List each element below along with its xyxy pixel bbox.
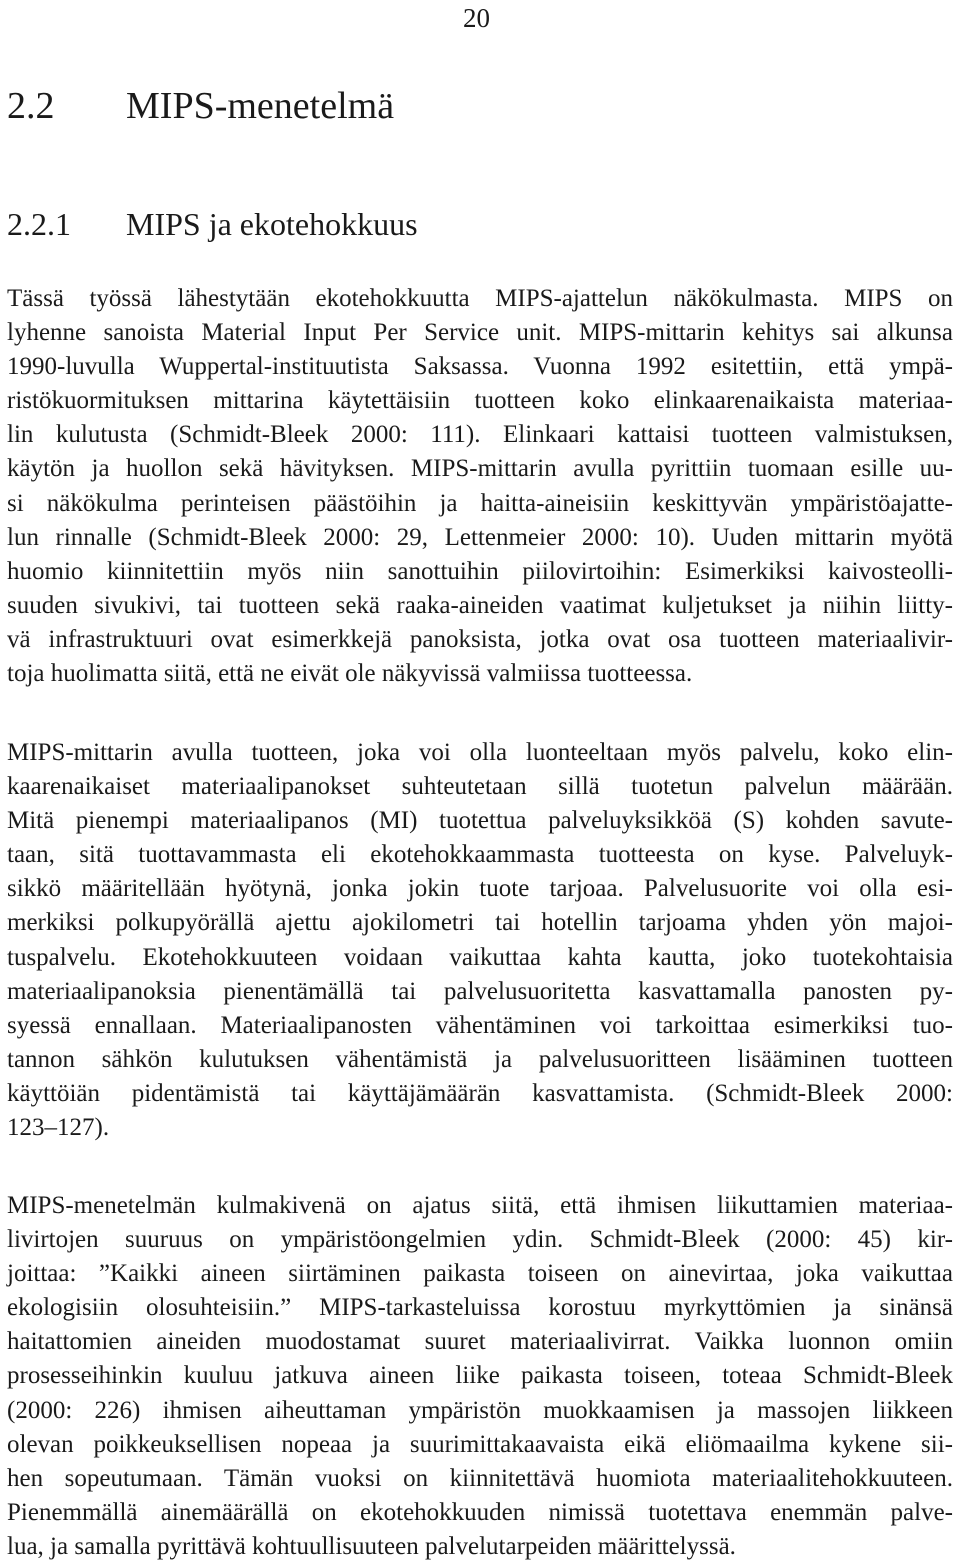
- text-line: ristökuormituksen mittarina käytettäisiin tuotteen koko elinkaarenaikaista materiaa-: [7, 387, 953, 415]
- subsection-number: 2.2.1: [7, 206, 71, 242]
- text-line: livirtojen suuruus on ympäristöongelmien ydin. Schmidt-Bleek (2000: 45) kir-: [7, 1226, 953, 1254]
- subsection-title: MIPS ja ekotehokkuus: [126, 206, 418, 242]
- text-line: hen sopeutumaan. Tämän vuoksi on kiinnitettävä huomiota materiaalitehokkuuteen.: [7, 1464, 953, 1492]
- text-line: si näkökulma perinteisen päästöihin ja haitta-aineisiin keskittyvän ympäristöajatte-: [7, 489, 953, 517]
- text-line: 123–127).: [7, 1114, 110, 1142]
- text-line: joittaa: ”Kaikki aineen siirtäminen paikasta toiseen on ainevirtaa, joka vaikuttaa: [7, 1260, 953, 1288]
- text-line: kaarenaikaiset materiaalipanokset suhteutetaan sillä tuotetun palvelun määrään.: [7, 773, 953, 801]
- text-line: 1990-luvulla Wuppertal-instituutista Saksassa. Vuonna 1992 esitettiin, että ympä-: [7, 353, 953, 381]
- text-line: toja huolimatta siitä, että ne eivät ole näkyvissä valmiissa tuotteessa.: [7, 660, 693, 688]
- text-line: käyttöiän pidentämistä tai käyttäjämäärän kasvattamista. (Schmidt-Bleek 2000:: [7, 1079, 953, 1107]
- paragraph-3: [7, 1189, 953, 1564]
- text-line: tannon sähkön kulutuksen vähentämistä ja palvelusuoritteen lisääminen tuotteen: [7, 1045, 953, 1073]
- text-line: tuspalvelu. Ekotehokkuuteen voidaan vaikuttaa kahta kautta, joko tuotekohtaisia: [7, 943, 953, 971]
- text-line: Tässä työssä lähestytään ekotehokkuutta MIPS-ajattelun näkökulmasta. MIPS on: [7, 285, 953, 312]
- text-line: (2000: 226) ihmisen aiheuttaman ympäristön muokkaamisen ja massojen liikkeen: [7, 1396, 953, 1424]
- text-line: merkiksi polkupyörällä ajettu ajokilometri tai hotellin tarjoama yhden yön majoi-: [7, 909, 953, 937]
- text-line: suuden sivukivi, tai tuotteen sekä raaka-aineiden vaatimat kuljetukset ja niihin liitty-: [7, 591, 953, 619]
- text-line: lua, ja samalla pyrittävä kohtuullisuuteen palvelutarpeiden määrittelyssä.: [7, 1532, 736, 1560]
- text-line: taan, sitä tuottavammasta eli ekotehokkaammasta tuotteesta on kyse. Palveluyk-: [7, 841, 953, 869]
- text-line: Pienemmällä ainemäärällä on ekotehokkuuden nimissä tuotettava enemmän palve-: [7, 1498, 953, 1526]
- text-line: Mitä pienempi materiaalipanos (MI) tuotettua palveluyksikköä (S) kohden savute-: [7, 807, 953, 835]
- section-number: 2.2: [7, 85, 55, 127]
- text-line: lin kulutusta (Schmidt-Bleek 2000: 111). Elinkaari kattaisi tuotteen valmistuksen,: [7, 421, 953, 449]
- text-line: materiaalipanoksia pienentämällä tai palvelusuoritetta kasvattamalla panosten py-: [7, 977, 953, 1005]
- text-line: prosesseihinkin kuuluu jatkuva aineen liike paikasta toiseen, toteaa Schmidt-Bleek: [7, 1362, 953, 1390]
- section-title: MIPS-menetelmä: [126, 85, 395, 127]
- text-line: sikkö määritellään hyötynä, jonka jokin tuote tarjoaa. Palvelusuorite voi olla esi-: [7, 875, 953, 903]
- paragraph-1: [7, 282, 953, 691]
- page-number: 20: [463, 3, 490, 33]
- text-line: lun rinnalle (Schmidt-Bleek 2000: 29, Lettenmeier 2000: 10). Uuden mittarin myötä: [7, 523, 953, 551]
- text-line: syessä ennallaan. Materiaalipanosten vähentäminen voi tarkoittaa esimerkiksi tuo-: [7, 1011, 953, 1039]
- paragraph-2: [7, 736, 953, 1145]
- text-line: MIPS-mittarin avulla tuotteen, joka voi olla luonteeltaan myös palvelu, koko elin-: [7, 739, 953, 766]
- text-line: MIPS-menetelmän kulmakivenä on ajatus siitä, että ihmisen liikuttamien materiaa-: [7, 1192, 953, 1219]
- subsection-heading: [7, 205, 418, 243]
- text-line: haitattomien aineiden muodostamat suuret materiaalivirrat. Vaikka luonnon omiin: [7, 1328, 953, 1356]
- text-line: vä infrastruktuuri ovat esimerkkejä panoksista, jotka ovat osa tuotteen materiaalivir-: [7, 625, 953, 653]
- text-line: käytön ja huollon sekä hävityksen. MIPS-mittarin avulla pyrittiin tuomaan esille uu-: [7, 455, 953, 483]
- text-line: olevan poikkeuksellisen nopeaa ja suurimittakaavaista eikä eliömaailma kykene sii-: [7, 1430, 953, 1458]
- section-heading: [7, 84, 394, 128]
- text-line: lyhenne sanoista Material Input Per Service unit. MIPS-mittarin kehitys sai alkunsa: [7, 319, 953, 347]
- text-line: huomio kiinnitettiin myös niin sanottuihin piilovirtoihin: Esimerkiksi kaivosteolli-: [7, 557, 953, 585]
- text-line: ekologisiin olosuhteisiin.” MIPS-tarkasteluissa korostuu myrkyttömien ja sinänsä: [7, 1294, 953, 1322]
